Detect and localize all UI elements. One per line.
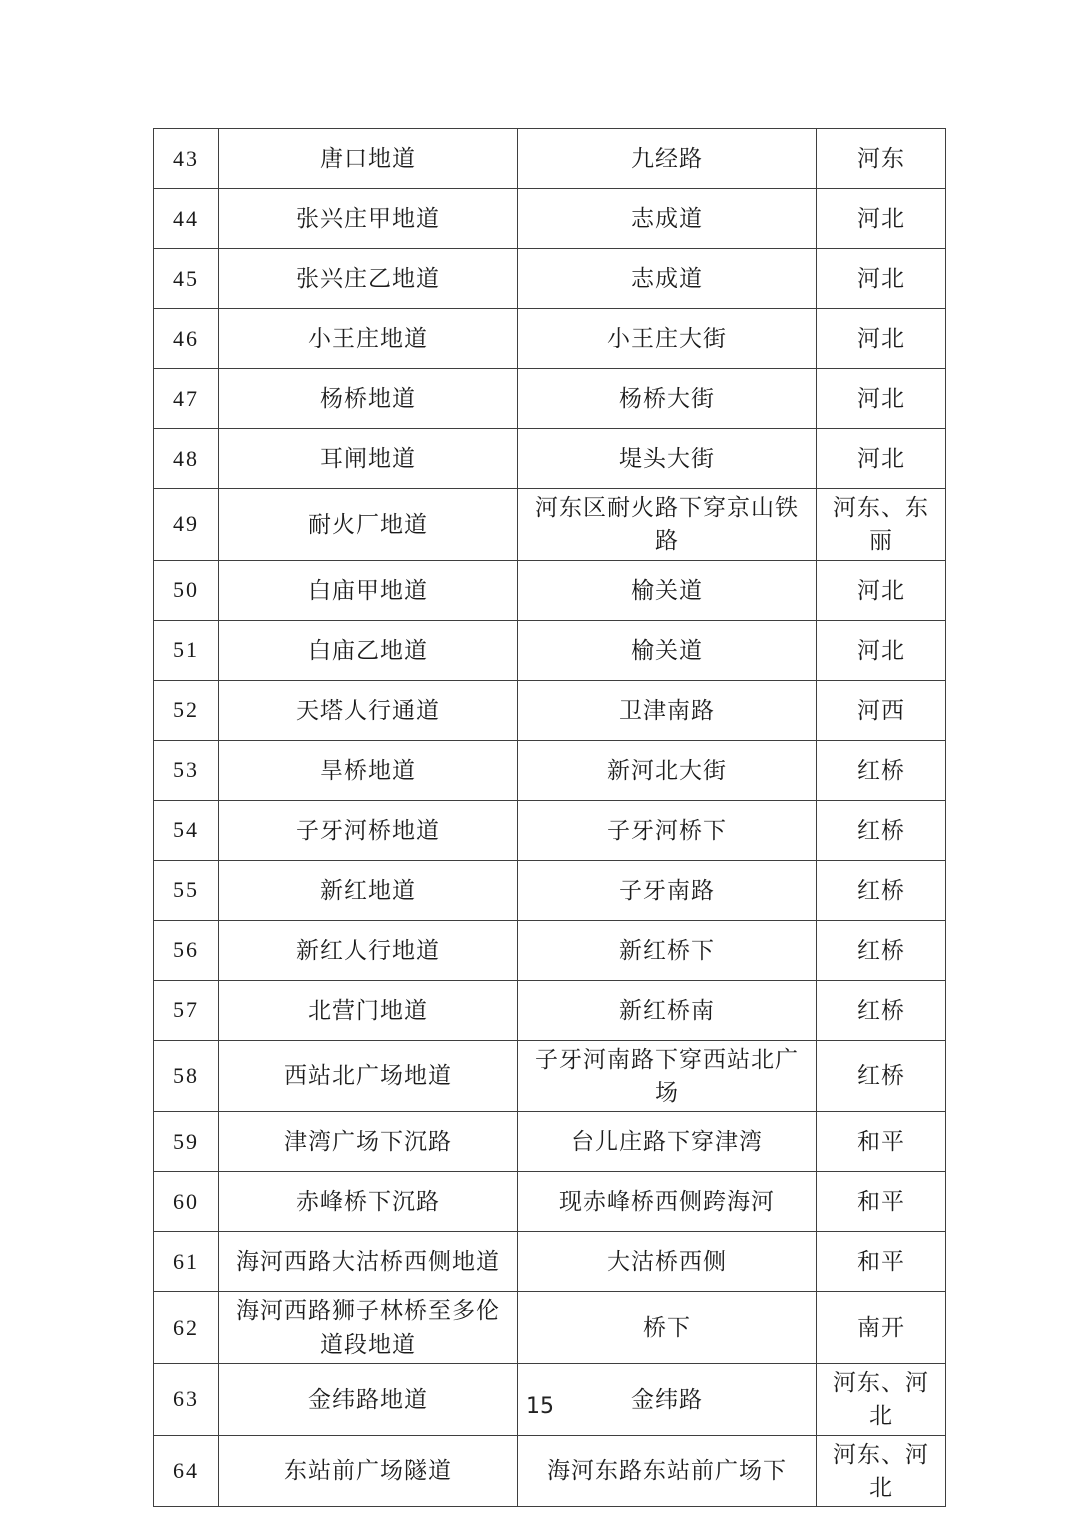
name-cell: 赤峰桥下沉路 [219,1172,518,1232]
serial-cell: 49 [154,489,219,561]
serial-cell: 60 [154,1172,219,1232]
serial-cell: 53 [154,740,219,800]
serial-cell: 46 [154,309,219,369]
serial-cell: 57 [154,980,219,1040]
name-cell: 西站北广场地道 [219,1040,518,1112]
table-row [154,1232,946,1292]
table-row [154,189,946,249]
location-cell: 榆关道 [518,560,817,620]
location-cell: 杨桥大街 [518,369,817,429]
district-cell: 河西 [817,680,946,740]
name-cell: 杨桥地道 [219,369,518,429]
serial-cell: 64 [154,1435,219,1507]
location-cell: 桥下 [518,1292,817,1364]
name-cell: 张兴庄乙地道 [219,249,518,309]
table-row [154,1112,946,1172]
serial-cell: 44 [154,189,219,249]
district-cell: 红桥 [817,860,946,920]
table-row [154,369,946,429]
passage-table [153,128,946,1507]
district-cell: 红桥 [817,800,946,860]
location-cell: 子牙河桥下 [518,800,817,860]
location-cell: 志成道 [518,249,817,309]
name-cell: 海河西路狮子林桥至多伦道段地道 [219,1292,518,1364]
table-row [154,800,946,860]
location-cell: 大沽桥西侧 [518,1232,817,1292]
district-cell: 河北 [817,309,946,369]
district-cell: 南开 [817,1292,946,1364]
serial-cell: 48 [154,429,219,489]
location-cell: 榆关道 [518,620,817,680]
table-row [154,680,946,740]
district-cell: 红桥 [817,1040,946,1112]
name-cell: 新红地道 [219,860,518,920]
name-cell: 北营门地道 [219,980,518,1040]
district-cell: 红桥 [817,920,946,980]
name-cell: 耳闸地道 [219,429,518,489]
serial-cell: 52 [154,680,219,740]
location-cell: 子牙河南路下穿西站北广场 [518,1040,817,1112]
location-cell: 九经路 [518,129,817,189]
location-cell: 堤头大街 [518,429,817,489]
name-cell: 天塔人行通道 [219,680,518,740]
serial-cell: 61 [154,1232,219,1292]
name-cell: 小王庄地道 [219,309,518,369]
table-row [154,620,946,680]
location-cell: 志成道 [518,189,817,249]
name-cell: 唐口地道 [219,129,518,189]
serial-cell: 51 [154,620,219,680]
table-row [154,740,946,800]
serial-cell: 58 [154,1040,219,1112]
name-cell: 旱桥地道 [219,740,518,800]
district-cell: 和平 [817,1172,946,1232]
table-row [154,1040,946,1112]
location-cell: 新河北大街 [518,740,817,800]
location-cell: 卫津南路 [518,680,817,740]
serial-cell: 45 [154,249,219,309]
location-cell: 现赤峰桥西侧跨海河 [518,1172,817,1232]
location-cell: 新红桥下 [518,920,817,980]
serial-cell: 47 [154,369,219,429]
name-cell: 海河西路大沽桥西侧地道 [219,1232,518,1292]
table-row [154,980,946,1040]
location-cell: 金纬路 [518,1364,817,1436]
table-row [154,920,946,980]
name-cell: 津湾广场下沉路 [219,1112,518,1172]
serial-cell: 56 [154,920,219,980]
name-cell: 耐火厂地道 [219,489,518,561]
location-cell: 台儿庄路下穿津湾 [518,1112,817,1172]
district-cell: 红桥 [817,740,946,800]
table-row [154,309,946,369]
location-cell: 河东区耐火路下穿京山铁路 [518,489,817,561]
passage-table-body [154,129,946,1507]
serial-cell: 55 [154,860,219,920]
name-cell: 金纬路地道 [219,1364,518,1436]
name-cell: 新红人行地道 [219,920,518,980]
name-cell: 张兴庄甲地道 [219,189,518,249]
district-cell: 河北 [817,429,946,489]
location-cell: 子牙南路 [518,860,817,920]
district-cell: 红桥 [817,980,946,1040]
table-row [154,489,946,561]
table-row [154,860,946,920]
table-row [154,249,946,309]
district-cell: 河东 [817,129,946,189]
district-cell: 河北 [817,560,946,620]
serial-cell: 43 [154,129,219,189]
name-cell: 东站前广场隧道 [219,1435,518,1507]
location-cell: 新红桥南 [518,980,817,1040]
location-cell: 小王庄大街 [518,309,817,369]
name-cell: 子牙河桥地道 [219,800,518,860]
location-cell: 海河东路东站前广场下 [518,1435,817,1507]
table-row [154,429,946,489]
serial-cell: 54 [154,800,219,860]
district-cell: 河东、河北 [817,1364,946,1436]
table-row [154,129,946,189]
serial-cell: 63 [154,1364,219,1436]
district-cell: 河北 [817,189,946,249]
district-cell: 河东、河北 [817,1435,946,1507]
district-cell: 河东、东丽 [817,489,946,561]
table-row [154,1172,946,1232]
table-row [154,1435,946,1507]
serial-cell: 59 [154,1112,219,1172]
district-cell: 河北 [817,620,946,680]
serial-cell: 62 [154,1292,219,1364]
table-row [154,560,946,620]
name-cell: 白庙甲地道 [219,560,518,620]
table-row [154,1292,946,1364]
serial-cell: 50 [154,560,219,620]
district-cell: 和平 [817,1112,946,1172]
district-cell: 河北 [817,369,946,429]
page-number: 15 [526,1394,554,1419]
name-cell: 白庙乙地道 [219,620,518,680]
district-cell: 和平 [817,1232,946,1292]
district-cell: 河北 [817,249,946,309]
